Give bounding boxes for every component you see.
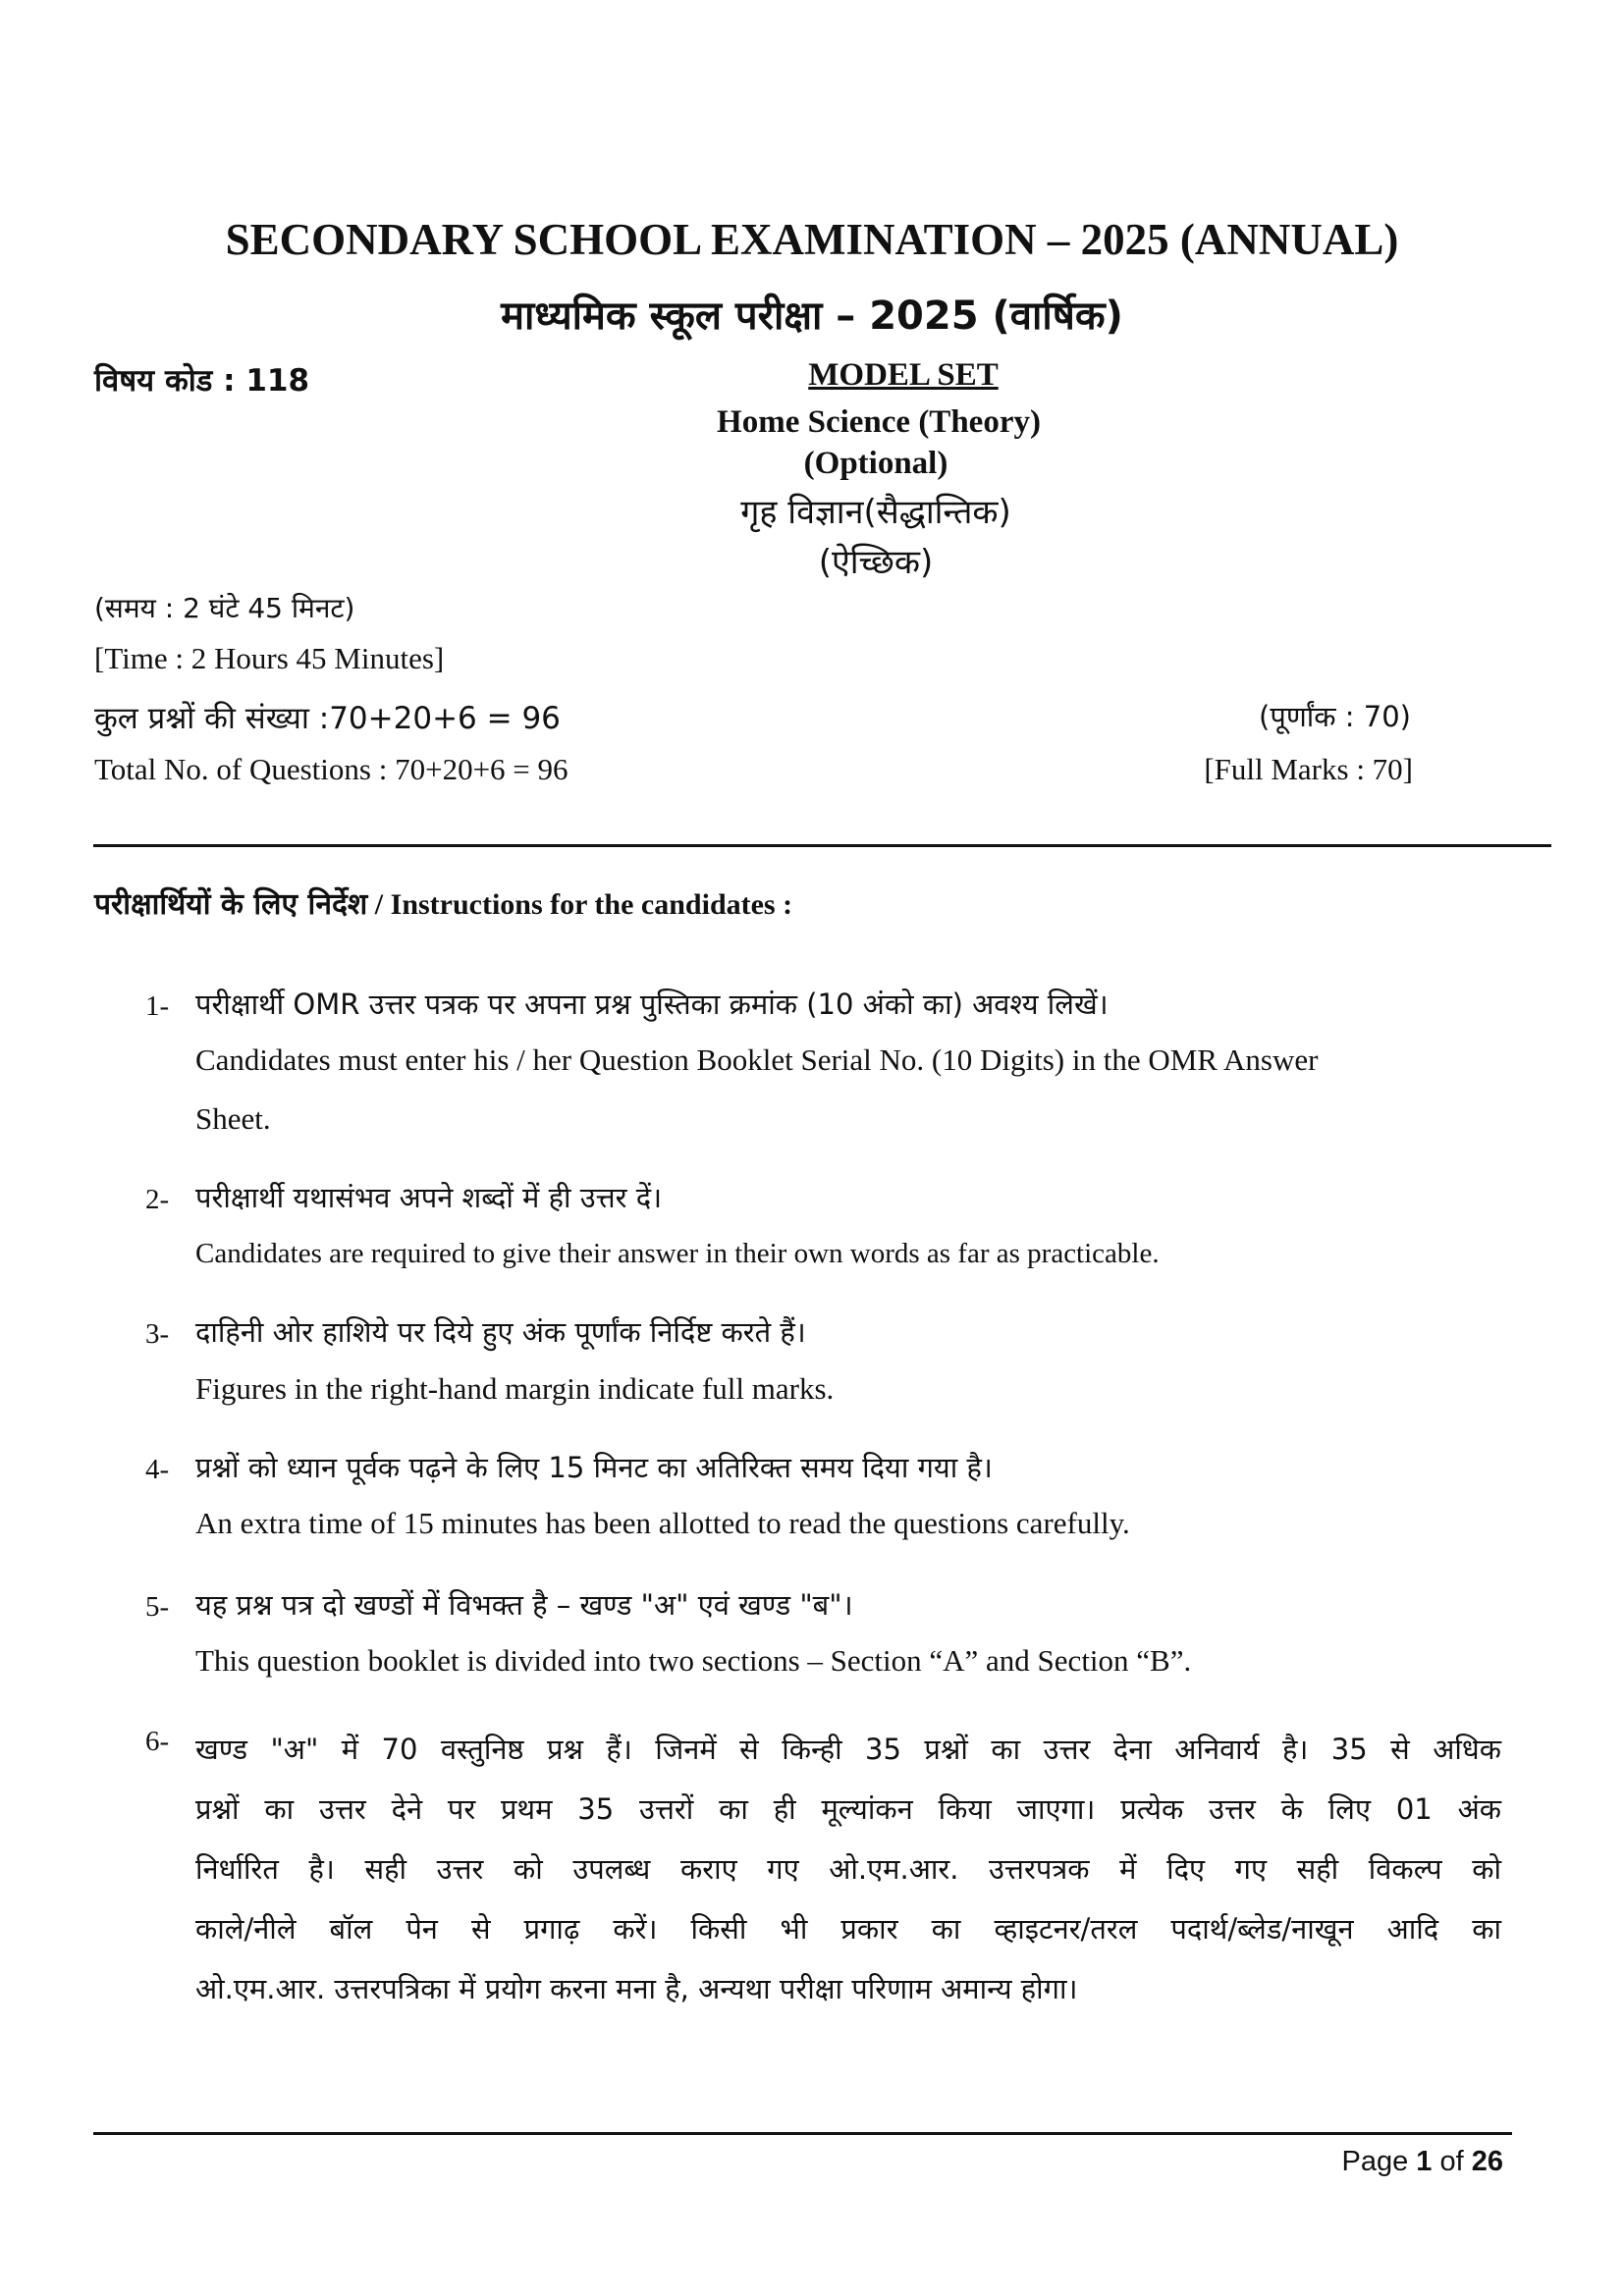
instructions-heading-english: Instructions for the candidates : xyxy=(390,888,793,921)
paragraph-line: प्रश्नों का उत्तर देने पर प्रथम 35 उत्तरों का ही मूल्यांकन किया जाएगा। प्रत्येक उत्तर के लिए 01 अंक xyxy=(195,1792,1501,1826)
page-number xyxy=(1341,2146,1503,2178)
page-of: of xyxy=(1439,2146,1464,2177)
instruction-text-hindi: प्रश्नों को ध्यान पूर्वक पढ़ने के लिए 15 मिनट का अतिरिक्त समय दिया गया है। xyxy=(195,1451,993,1484)
instructions-heading xyxy=(94,882,792,923)
time-hindi: (समय : 2 घंटे 45 मिनट) xyxy=(94,592,355,624)
question-count-hindi: कुल प्रश्नों की संख्या :70+20+6 = 96 xyxy=(94,701,561,736)
optional-label-hindi: (ऐच्छिक) xyxy=(818,543,934,582)
footer-divider xyxy=(93,2132,1512,2135)
header-divider xyxy=(93,844,1551,847)
instruction-text-english: Candidates must enter his / her Question Booklet Serial No. (10 Digits) in the OMR Answer xyxy=(195,1042,1319,1077)
paragraph-line: काले/नीले बॉल पेन से प्रगाढ़ करें। किसी भी प्रकार का व्हाइटनर/तरल पदार्थ/ब्लेड/नाखून आदि का xyxy=(195,1912,1501,1946)
instruction-text-hindi: परीक्षार्थी OMR उत्तर पत्रक पर अपना प्रश्न पुस्तिका क्रमांक (10 अंको का) अवश्य लिखें। xyxy=(195,988,1109,1021)
exam-title-hindi: माध्यमिक स्कूल परीक्षा – 2025 (वार्षिक) xyxy=(501,294,1123,339)
page-total: 26 xyxy=(1471,2146,1503,2177)
instruction-number: 2- xyxy=(145,1184,170,1215)
instruction-text-hindi-paragraph xyxy=(195,1720,1501,2019)
instruction-number: 5- xyxy=(145,1591,170,1623)
page-word: Page xyxy=(1341,2146,1409,2177)
paragraph-line: ओ.एम.आर. उत्तरपत्रिका में प्रयोग करना मना है, अन्यथा परीक्षा परिणाम अमान्य होगा। xyxy=(195,1972,1078,2005)
subject-name-english: Home Science (Theory) xyxy=(717,404,1041,440)
instructions-heading-separator: / xyxy=(367,888,391,921)
exam-title-english: SECONDARY SCHOOL EXAMINATION – 2025 (ANNUAL) xyxy=(225,215,1399,264)
instruction-number: 4- xyxy=(145,1454,170,1485)
instruction-text-english: Figures in the right-hand margin indicate full marks. xyxy=(195,1371,835,1406)
page-current: 1 xyxy=(1416,2146,1433,2177)
model-set-label: MODEL SET xyxy=(808,357,999,393)
instruction-text-english-cont: Sheet. xyxy=(195,1101,271,1136)
time-english: [Time : 2 Hours 45 Minutes] xyxy=(94,641,445,675)
paragraph-line: निर्धारित है। सही उत्तर को उपलब्ध कराए गए ओ.एम.आर. उत्तरपत्रक में दिए गए सही विकल्प को xyxy=(195,1852,1501,1886)
full-marks-english: [Full Marks : 70] xyxy=(1204,752,1413,786)
optional-label-english: (Optional) xyxy=(803,446,948,481)
instruction-text-hindi: दाहिनी ओर हाशिये पर दिये हुए अंक पूर्णांक निर्दिष्ट करते हैं। xyxy=(195,1315,806,1349)
instruction-text-hindi: परीक्षार्थी यथासंभव अपने शब्दों में ही उत्तर दें। xyxy=(195,1181,663,1214)
instruction-number: 6- xyxy=(145,1726,170,1757)
instruction-text-english: Candidates are required to give their answer in their own words as far as practicable. xyxy=(195,1238,1160,1269)
full-marks-hindi: (पूर्णांक : 70) xyxy=(1259,700,1411,733)
subject-name-hindi: गृह विज्ञान(सैद्धान्तिक) xyxy=(740,493,1011,532)
instruction-number: 1- xyxy=(145,990,170,1022)
subject-code: विषय कोड : 118 xyxy=(94,363,310,399)
instruction-text-english: This question booklet is divided into two sections – Section “A” and Section “B”. xyxy=(195,1643,1192,1678)
paragraph-line: खण्ड "अ" में 70 वस्तुनिष्ठ प्रश्न हैं। जिनमें से किन्ही 35 प्रश्नों का उत्तर देना अनिवार्य है। 35 से अधिक xyxy=(195,1733,1501,1766)
instructions-heading-hindi: परीक्षार्थियों के लिए निर्देश xyxy=(94,887,368,922)
question-count-english: Total No. of Questions : 70+20+6 = 96 xyxy=(94,752,568,786)
instruction-text-english: An extra time of 15 minutes has been allotted to read the questions carefully. xyxy=(195,1506,1130,1540)
instruction-number: 3- xyxy=(145,1318,170,1350)
instruction-text-hindi: यह प्रश्न पत्र दो खण्डों में विभक्त है – खण्ड "अ" एवं खण्ड "ब"। xyxy=(195,1588,853,1622)
